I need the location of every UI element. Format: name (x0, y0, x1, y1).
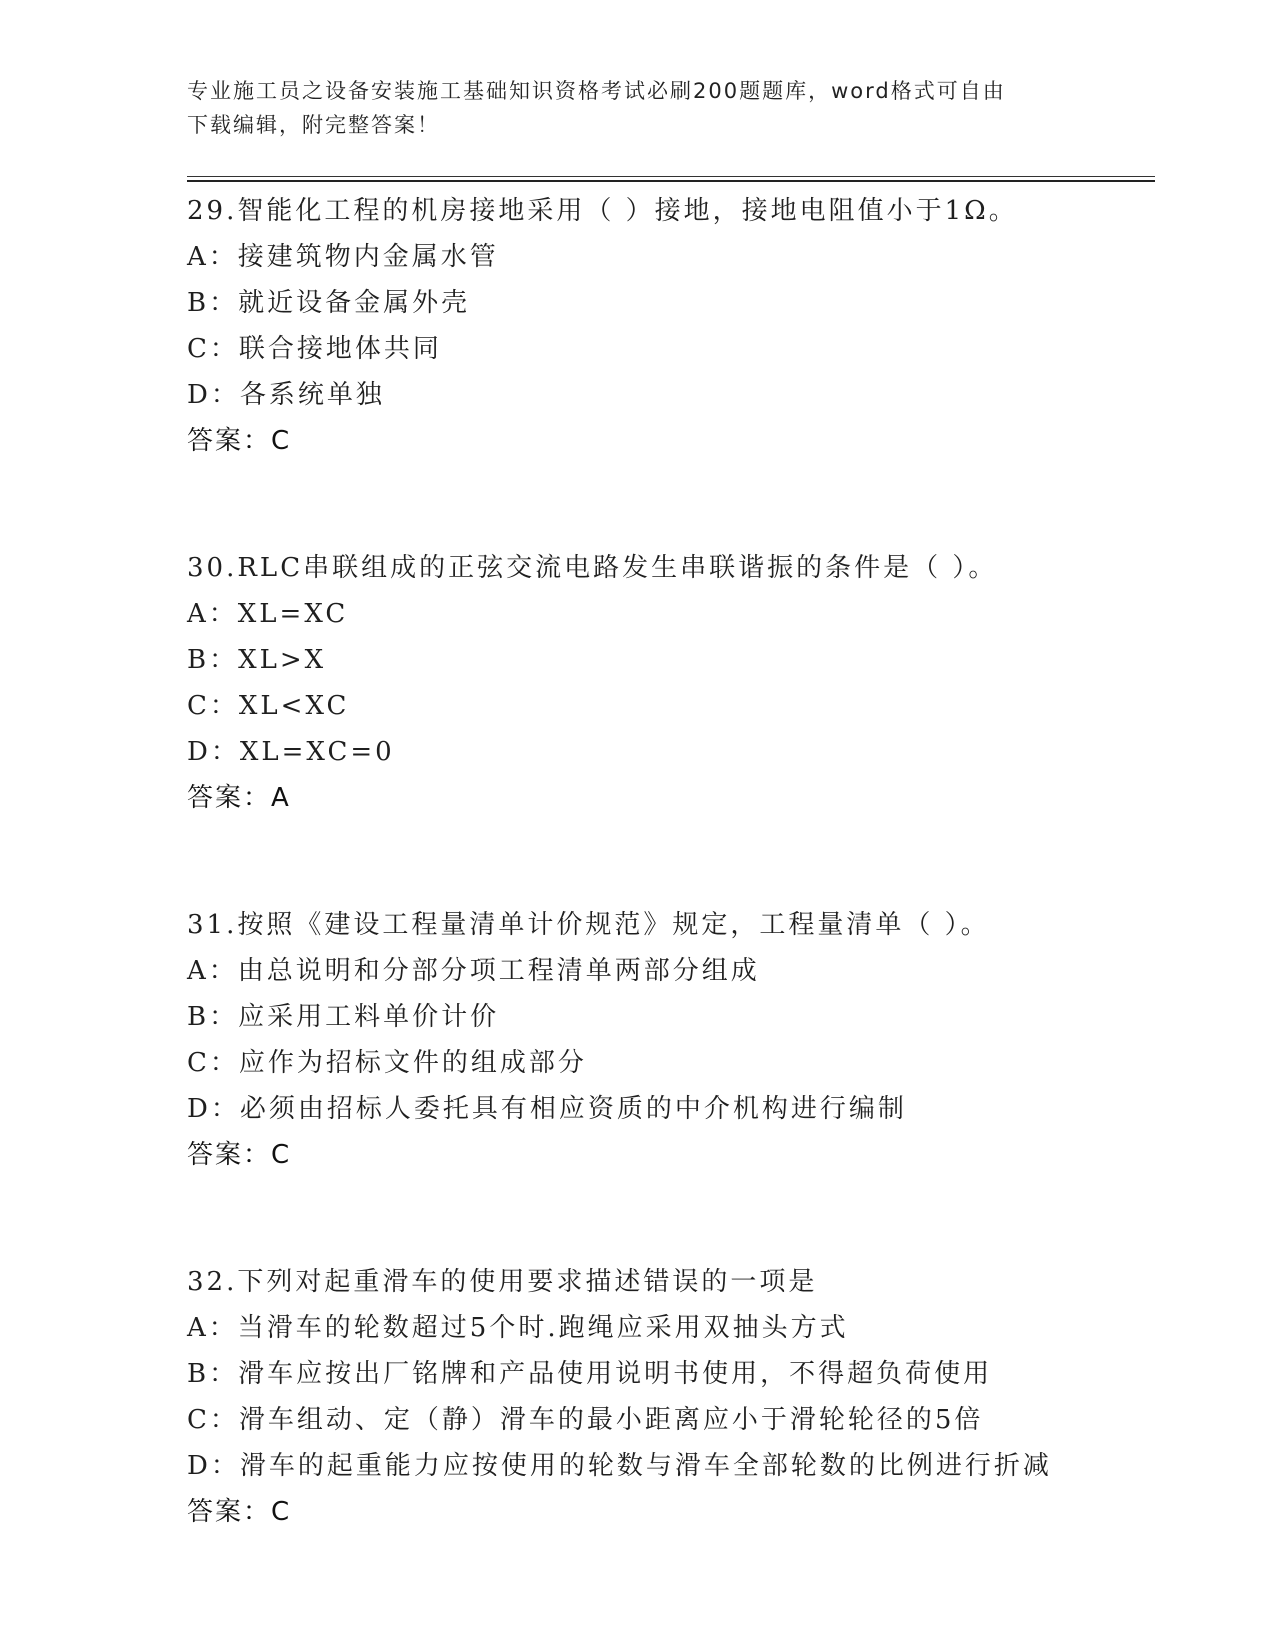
option-b: B：滑车应按出厂铭牌和产品使用说明书使用，不得超负荷使用 (187, 1359, 993, 1389)
option-d: D：各系统单独 (187, 380, 385, 410)
header-line-1: 专业施工员之设备安装施工基础知识资格考试必刷200题题库，word格式可自由 (187, 79, 1006, 103)
question-stem: 32.下列对起重滑车的使用要求描述错误的一项是 (187, 1267, 818, 1297)
option-d: D：XL=XC=0 (187, 737, 395, 767)
document-header (187, 74, 1087, 142)
option-a: A：当滑车的轮数超过5个时.跑绳应采用双抽头方式 (187, 1313, 849, 1343)
option-c: C：应作为招标文件的组成部分 (187, 1048, 587, 1078)
question-32 (187, 1259, 1167, 1535)
question-stem: 31.按照《建设工程量清单计价规范》规定，工程量清单（ ）。 (187, 910, 990, 940)
spacer (187, 821, 1167, 902)
answer: 答案：A (187, 783, 291, 813)
answer: 答案：C (187, 426, 292, 456)
header-line-2: 下载编辑，附完整答案！ (187, 113, 440, 137)
question-stem: 29.智能化工程的机房接地采用（ ）接地，接地电阻值小于1Ω。 (187, 196, 1018, 226)
option-c: C：XL<XC (187, 691, 350, 721)
question-list (187, 188, 1167, 1535)
header-divider-thin (187, 176, 1155, 177)
option-d: D：必须由招标人委托具有相应资质的中介机构进行编制 (187, 1094, 907, 1124)
answer: 答案：C (187, 1497, 292, 1527)
header-divider-thick (187, 180, 1155, 182)
option-b: B：XL>X (187, 645, 327, 675)
option-c: C：联合接地体共同 (187, 334, 442, 364)
option-a: A：由总说明和分部分项工程清单两部分组成 (187, 956, 760, 986)
question-29 (187, 188, 1167, 464)
answer: 答案：C (187, 1140, 292, 1170)
option-b: B：应采用工料单价计价 (187, 1002, 500, 1032)
option-d: D：滑车的起重能力应按使用的轮数与滑车全部轮数的比例进行折减 (187, 1451, 1052, 1481)
spacer (187, 464, 1167, 545)
option-a: A：接建筑物内金属水管 (187, 242, 499, 272)
option-a: A：XL=XC (187, 599, 349, 629)
spacer (187, 1178, 1167, 1259)
option-c: C：滑车组动、定（静）滑车的最小距离应小于滑轮轮径的5倍 (187, 1405, 984, 1435)
question-stem: 30.RLC串联组成的正弦交流电路发生串联谐振的条件是（ ）。 (187, 553, 998, 583)
question-30 (187, 545, 1167, 821)
option-b: B：就近设备金属外壳 (187, 288, 471, 318)
question-31 (187, 902, 1167, 1178)
